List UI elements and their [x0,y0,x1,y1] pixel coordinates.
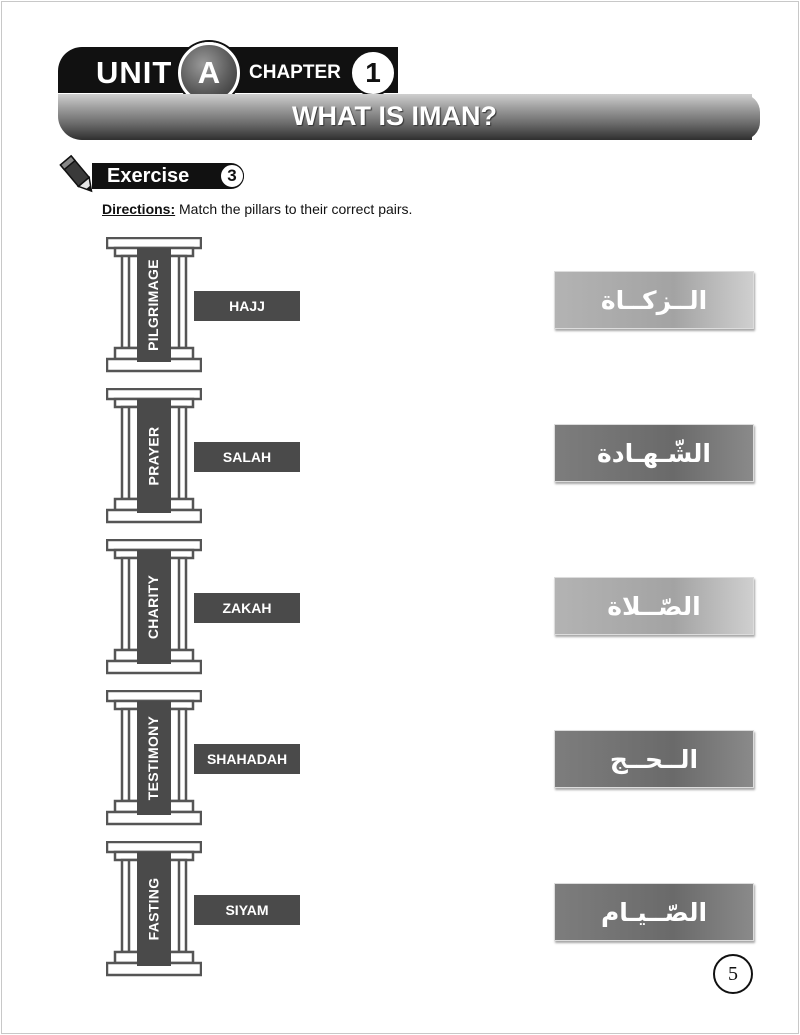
directions [102,201,412,217]
pillar-label-text: FASTING [145,877,161,941]
pillar-label-text: CHARITY [145,574,162,640]
page-number: 5 [713,954,753,994]
pillar-label [137,249,169,361]
arabic-term-box[interactable]: الصّــيـام [554,883,754,941]
english-term-box: SIYAM [194,895,300,925]
pillar-label-text: TESTIMONY [145,715,161,801]
pillar-label [137,702,169,814]
pillar-label-text: PRAYER [145,426,161,486]
chapter-number-badge: 1 [350,50,396,96]
exercise-label: Exercise [107,165,190,187]
directions-label: Directions: [102,201,176,217]
directions-text: Match the pillars to their correct pairs. [175,201,413,217]
pillar-label-text: PILGRIMAGE [145,259,162,351]
english-term-box: SALAH [194,442,300,472]
arabic-term-box[interactable]: الــزكــاة [554,271,754,329]
arabic-term-box[interactable]: الشّـهـادة [554,424,754,482]
pillar-label [137,551,169,663]
english-term-box: HAJJ [194,291,300,321]
pillar-label [137,853,169,965]
arabic-term-box[interactable]: الصّــلاة [554,577,754,635]
pillar-label [137,400,169,512]
unit-letter-badge: A [178,42,240,104]
arabic-term-box[interactable]: الــحــج [554,730,754,788]
unit-label: UNIT [96,55,173,90]
exercise-number-badge: 3 [220,164,244,188]
page-title: WHAT IS IMAN? [292,101,497,131]
chapter-label: CHAPTER [249,62,341,83]
english-term-box: SHAHADAH [194,744,300,774]
english-term-box: ZAKAH [194,593,300,623]
